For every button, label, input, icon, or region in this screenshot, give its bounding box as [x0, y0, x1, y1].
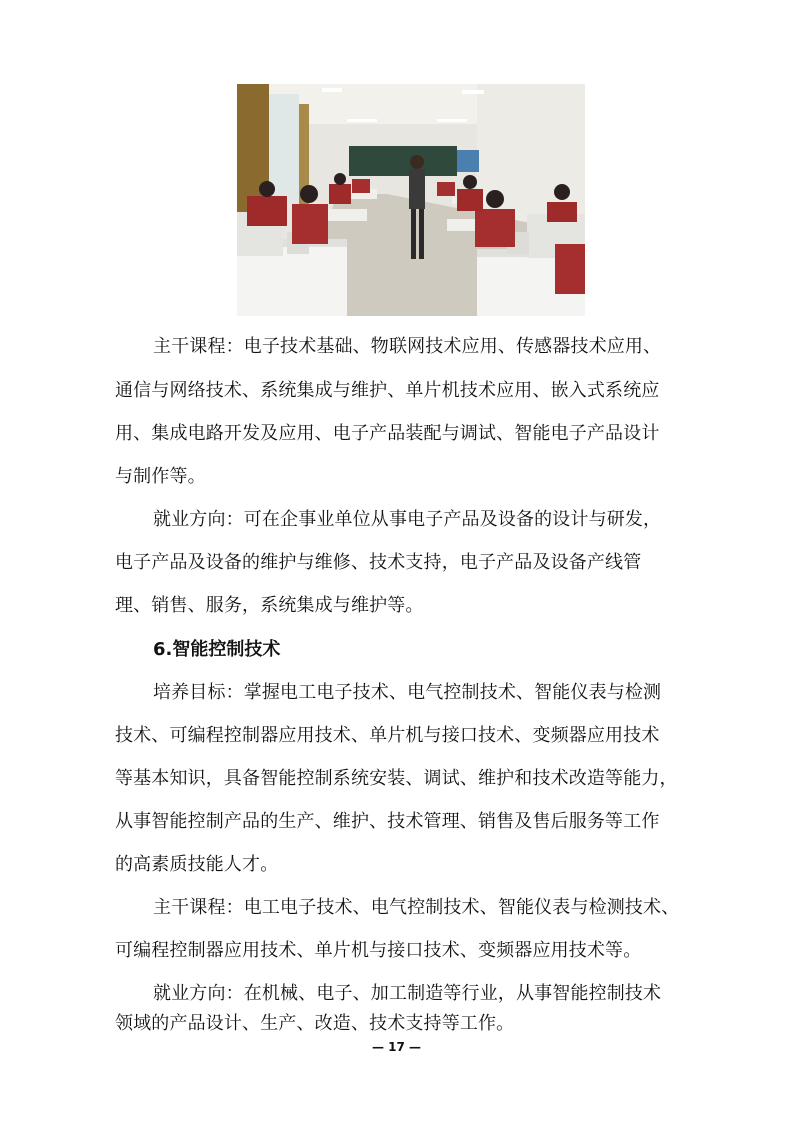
employment-line-1: 就业方向：可在企事业单位从事电子产品及设备的设计与研发，	[153, 509, 662, 530]
goal-line-5: 的高素质技能人才。	[115, 854, 279, 875]
goal-line-2: 技术、可编程控制器应用技术、单片机与接口技术、变频器应用技术	[115, 725, 660, 746]
goal-line-4: 从事智能控制产品的生产、维护、技术管理、销售及售后服务等工作	[115, 811, 660, 832]
courses6-line-1: 主干课程：电工电子技术、电气控制技术、智能仪表与检测技术、	[153, 897, 680, 918]
courses-line-2: 通信与网络技术、系统集成与维护、单片机技术应用、嵌入式系统应	[115, 380, 660, 401]
goal-line-1: 培养目标：掌握电工电子技术、电气控制技术、智能仪表与检测	[153, 682, 662, 703]
section-heading: 6.智能控制技术	[153, 639, 281, 660]
employment6-line-2: 领域的产品设计、生产、改造、技术支持等工作。	[115, 1013, 515, 1034]
employment6-line-1: 就业方向：在机械、电子、加工制造等行业，从事智能控制技术	[153, 983, 662, 1004]
courses-line-1: 主干课程：电子技术基础、物联网技术应用、传感器技术应用、	[153, 336, 662, 357]
classroom-photo	[237, 84, 585, 316]
page-number: — 17 —	[371, 1040, 422, 1054]
courses-line-3: 用、集成电路开发及应用、电子产品装配与调试、智能电子产品设计	[115, 423, 660, 444]
employment-line-3: 理、销售、服务，系统集成与维护等。	[115, 595, 424, 616]
courses6-line-2: 可编程控制器应用技术、单片机与接口技术、变频器应用技术等。	[115, 940, 642, 961]
employment-line-2: 电子产品及设备的维护与维修、技术支持，电子产品及设备产线管	[115, 552, 642, 573]
classroom-photo-icon	[237, 84, 585, 316]
goal-line-3: 等基本知识，具备智能控制系统安装、调试、维护和技术改造等能力，	[115, 768, 678, 789]
courses-line-4: 与制作等。	[115, 466, 206, 487]
